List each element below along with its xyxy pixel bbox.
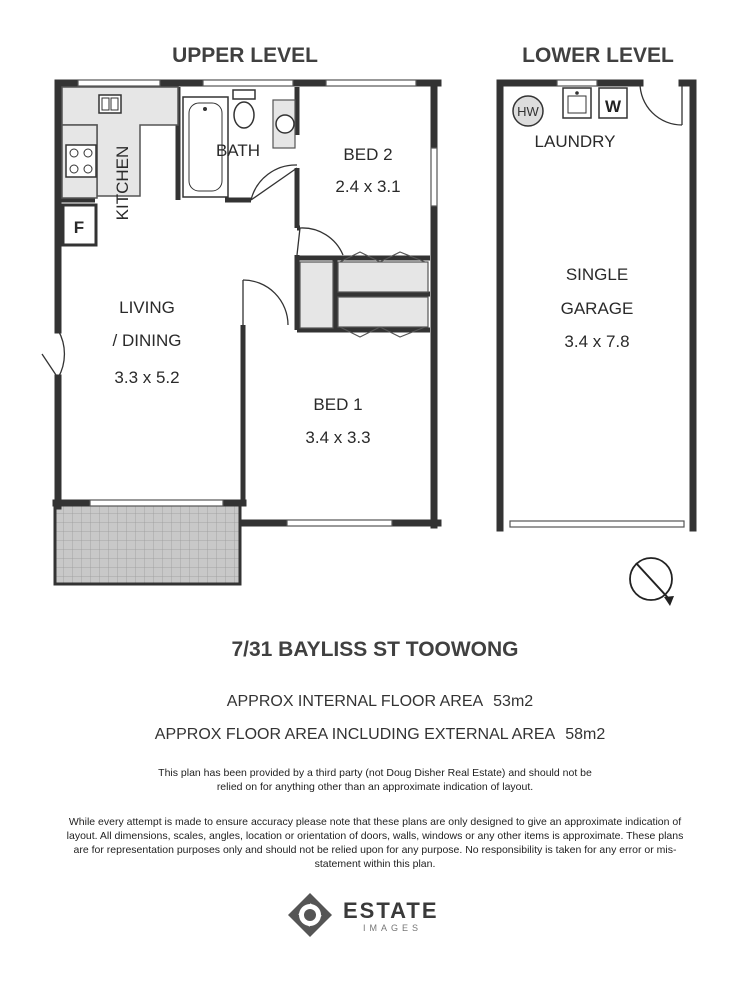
bed1-size: 3.4 x 3.3 <box>305 428 371 447</box>
upper-level-heading: UPPER LEVEL <box>172 44 318 67</box>
external-area-label: APPROX FLOOR AREA INCLUDING EXTERNAL AREA <box>154 726 556 743</box>
bath-label: BATH <box>215 141 261 160</box>
bed2-size: 2.4 x 3.1 <box>335 177 401 196</box>
washer-label: W <box>604 97 622 116</box>
internal-area-value: 53m2 <box>493 693 534 710</box>
kitchen-label: KITCHEN <box>113 145 132 221</box>
external-area <box>0 726 750 744</box>
logo-wordmark: ESTATE <box>343 898 439 923</box>
fridge-label: F <box>73 218 85 237</box>
living-size: 3.3 x 5.2 <box>114 368 180 387</box>
balcony <box>55 504 240 584</box>
garage-label-line1: SINGLE <box>565 265 629 284</box>
external-area-value: 58m2 <box>565 726 606 743</box>
garage-label-line2: GARAGE <box>560 299 634 318</box>
bed2-name: BED 2 <box>343 145 393 164</box>
living-label-line1: LIVING <box>119 298 175 317</box>
garage-size: 3.4 x 7.8 <box>564 332 630 351</box>
bed1-name: BED 1 <box>313 395 363 414</box>
toilet-icon <box>233 90 255 128</box>
property-address: 7/31 BAYLISS ST TOOWONG <box>231 638 519 661</box>
internal-area <box>0 693 750 711</box>
internal-area-label: APPROX INTERNAL FLOOR AREA <box>226 693 484 710</box>
estate-images-logo <box>285 890 465 940</box>
logo-subtitle: IMAGES <box>363 923 423 933</box>
hot-water-label: HW <box>517 104 539 119</box>
garage-door <box>510 521 684 527</box>
lower-level-heading: LOWER LEVEL <box>522 44 674 67</box>
living-label-line2: / DINING <box>112 331 182 350</box>
logo-emblem-icon <box>285 890 335 940</box>
stove-icon <box>66 145 96 177</box>
disclaimer-note: While every attempt is made to ensure accuracy please note that these plans are only designed to give an approximate indication of layout. All dimensions, scales, angles, location or orientation of doors, walls, windows or any other items is approximate. These plans are for representation purposes only and should not be relied upon for any purpose. No responsibility is taken for any error or mis-statement within this plan. <box>66 816 684 870</box>
third-party-note: This plan has been provided by a third party (not Doug Disher Real Estate) and should not be relied on for anything other than an approximate indication of layout. <box>158 767 592 793</box>
laundry-label: LAUNDRY <box>534 132 616 151</box>
north-arrow-icon <box>630 558 674 606</box>
